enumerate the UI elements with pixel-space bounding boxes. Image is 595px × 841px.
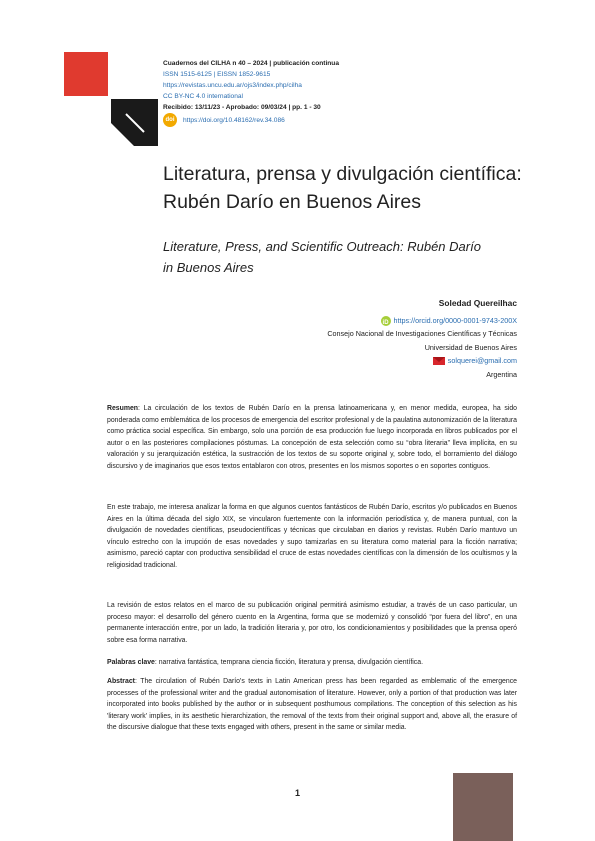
orcid-link[interactable]: https://orcid.org/0000-0001-9743-200X — [393, 315, 517, 325]
issn-info: ISSN 1515-6125 | EISSN 1852-9615 — [163, 71, 271, 78]
journal-logo — [64, 52, 158, 146]
orcid-icon — [381, 316, 391, 326]
resumen-paragraph-2: En este trabajo, me interesa analizar la forma en que algunos cuentos fantásticos de Rubén Darío, escritos y/o publicados en Buenos Aires en la última década del siglo XIX, se vincularon fuertemente con la información periodística y, de manera puntual, con la divulgación de novedades científicas, pseudocientíficas y técnicas que circulaban en diarios y revistas. Rubén Darío mantuvo un vínculo estrecho con la irrupción de esas novedades y supo tamizarlas en su literatura como material para la ficción narrativa; asimismo, pareció captar con productiva sensibilidad el cruce de estas novedades científicas con la dimensión de los ocultismos y la religiosidad tradicional. — [107, 504, 517, 569]
abstract-paragraph — [107, 676, 517, 734]
title-line-2: Rubén Darío en Buenos Aires — [163, 191, 421, 213]
journal-metadata — [163, 58, 339, 127]
email-icon — [433, 357, 445, 365]
abstract-text: : The circulation of Rubén Darío's texts in Latin American press has been regarded as emblematic of the emergence processes of the professional writer and the gradual autonomisation of literature. However, only a portion of that production was later incorporated into books published by the author or in subsequent posthumous compilations. The conception of this selection as his 'literary work' implies, in its aesthetic hierarchization, the removal of the texts from their original support and, above all, the erasure of the discursive dialogue that these texts engaged with others, present in the same or similar media. — [107, 678, 517, 732]
keywords-text: : narrativa fantástica, temprana ciencia ficción, literatura y prensa, divulgación científica. — [154, 659, 423, 666]
submission-dates: Recibido: 13/11/23 - Aprobado: 09/03/24 | pp. 1 - 30 — [163, 104, 321, 111]
journal-url-link[interactable]: https://revistas.uncu.edu.ar/ojs3/index.php/cilha — [163, 82, 302, 89]
keywords-paragraph — [107, 657, 517, 669]
resumen-paragraph-3: La revisión de estos relatos en el marco de su publicación original permitirá asimismo estudiar, a través de un caso particular, un proceso mayor: el desarrollo del género cuento en la Argentina, forma que se modernizó y consolidó “por fuera del libro”, en una permanente interacción entre, por un lado, la tradición literaria y, por otro, los condicionamientos y posibilidades que la prensa operó sobre esa forma narrativa. — [107, 602, 517, 644]
resumen-paragraph-1 — [107, 403, 517, 473]
subtitle-line-2: in Buenos Aires — [163, 260, 254, 275]
email-link[interactable]: solquerei@gmail.com — [447, 356, 517, 365]
affiliation-1: Consejo Nacional de Investigaciones Científicas y Técnicas — [327, 329, 517, 338]
article-title — [163, 160, 563, 216]
journal-name: Cuadernos del CILHA n 40 – 2024 | publicación continua — [163, 60, 340, 67]
subtitle-line-1: Literature, Press, and Scientific Outreach: Rubén Darío — [163, 239, 481, 254]
author-block — [327, 297, 517, 381]
title-line-1: Literatura, prensa y divulgación científica: — [163, 163, 522, 185]
page-number: 1 — [294, 788, 300, 798]
abstract-label: Abstract — [107, 678, 135, 685]
logo-red-square — [64, 52, 108, 96]
resumen-label: Resumen — [107, 405, 139, 412]
author-name: Soledad Quereilhac — [438, 298, 517, 308]
keywords-label: Palabras clave — [107, 659, 155, 666]
author-country: Argentina — [486, 369, 517, 379]
orcid-badge-label: iD — [382, 319, 389, 326]
resumen-text-1: : La circulación de los textos de Rubén Darío en la prensa latinoamericana y, en menor medida, europea, ha sido ponderada como emblemática de los procesos de emergencia del escritor profesional y de la paulatina autonomización de la literatura como práctica social específica. Sin embargo, solo una porción de esa producción fue luego incorporada en libros publicados por el autor o en las posteriores compilaciones póstumas. La concepción de esta selección como su “obra literaria” lleva implícita, en su valoración y su jerarquización estética, la sustracción de los textos de su soporte original y, sobre todo, el borramiento del diálogo discursivo y de imaginarios que esos textos entablaron con otros, presentes en los mismos soportes o en soportes contiguos. — [107, 405, 517, 470]
affiliation-2: Universidad de Buenos Aires — [424, 342, 517, 352]
license-link[interactable]: CC BY-NC 4.0 international — [163, 93, 244, 100]
doi-icon — [163, 113, 177, 127]
doi-badge-label: doi — [165, 117, 175, 123]
doi-link[interactable]: https://doi.org/10.48162/rev.34.086 — [183, 116, 285, 124]
corner-decoration — [453, 773, 513, 841]
article-subtitle — [163, 236, 523, 278]
